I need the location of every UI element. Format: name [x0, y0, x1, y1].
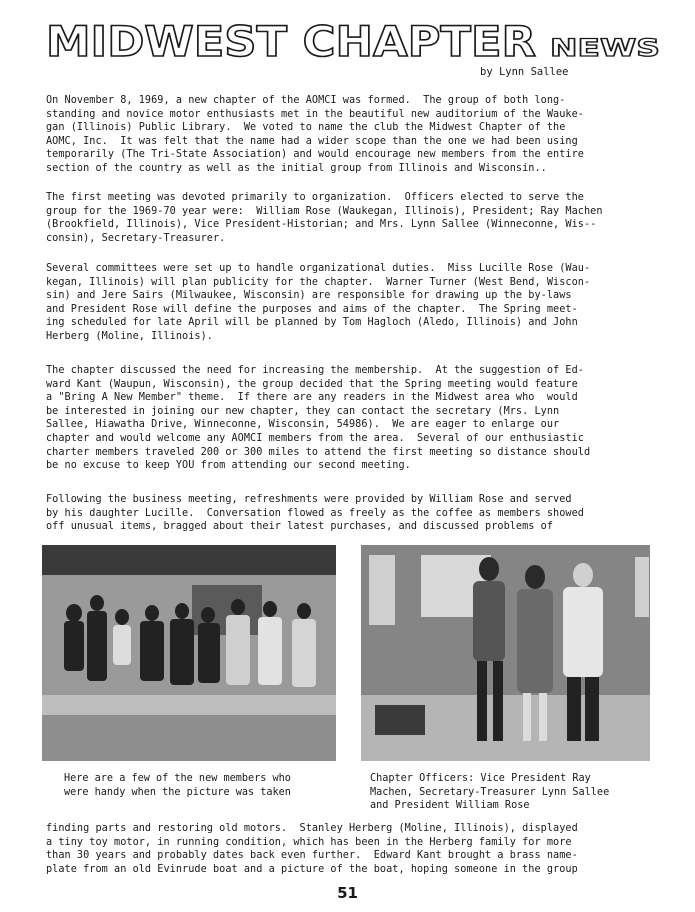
- paragraph: On November 8, 1969, a new chapter of the AOMCI was formed. The group of both long- standing and novice motor enthusiasts met in the beautiful new auditorium of the Wauke- gan (Illinois) Public Library. We voted to name the club the Midwest Chapter of the AOMC, Inc. It was felt that the name had a wider scope than the one we had been using temporarily (The Tri-State Association) and would encourage new members from the entire section of the country as well as the initial group from Illinois and Wisconsin..: [46, 95, 584, 174]
- paragraph: The chapter discussed the need for increasing the membership. At the suggestion of Ed- ward Kant (Waupun, Wisconsin), the group decided that the Spring meeting would feature a "Bring A New Member" theme. If there are any readers in the Midwest area who would be interested in joining our new chapter, they can contact the secretary (Mrs. Lynn Sallee, Hiawatha Drive, Winneconne, Wisconsin, 54986). We are eager to enlarge our chapter and would welcome any AOMCI members from the area. Several of our enthusiastic charter members traveled 200 or 300 miles to attend the first meeting so distance should be no excuse to keep YOU from attending our second meeting.: [46, 365, 591, 472]
- masthead-subtitle: NEWS: [550, 34, 660, 62]
- paragraph: The first meeting was devoted primarily to organization. Officers elected to serve the group for the 1969-70 year were: William Rose (Waukegan, Illinois), President; Ray Machen (Brookfield, Illinois), Vice President-Historian; and Mrs. Lynn Sallee (Winneconne, Wis-- consin), Secretary-Treasurer.: [46, 192, 603, 244]
- masthead-title-graphic: [44, 12, 664, 68]
- officers-photo-image: [361, 545, 650, 761]
- masthead-title: MIDWEST CHAPTER: [46, 17, 536, 66]
- group-photo: [42, 545, 336, 761]
- paragraph: Following the business meeting, refreshments were provided by William Rose and served by his daughter Lucille. Conversation flowed as freely as the coffee as members showed off unusual items, bragged about their latest purchases, and discussed problems of: [46, 494, 584, 533]
- page-number: 51: [337, 884, 358, 902]
- officers-photo-caption: Chapter Officers: Vice President Ray Machen, Secretary-Treasurer Lynn Sallee and President William Rose: [370, 773, 610, 812]
- paragraph: finding parts and restoring old motors. Stanley Herberg (Moline, Illinois), displayed a tiny toy motor, in running condition, which has been in the Herberg family for more than 30 years and probably dates back even further. Edward Kant brought a brass name- plate from an old Evinrude boat and a picture of the boat, hoping someone in the group: [46, 823, 578, 875]
- group-photo-caption: Here are a few of the new members who were handy when the picture was taken: [64, 773, 291, 798]
- officers-photo: [361, 545, 650, 761]
- byline: by Lynn Sallee: [480, 66, 569, 78]
- paragraph: Several committees were set up to handle organizational duties. Miss Lucille Rose (Wau- kegan, Illinois) will plan publicity for the chapter. Warner Turner (West Bend, Wiscon- sin) and Jere Sairs (Milwaukee, Wisconsin) are responsible for drawing up the by-laws and President Rose will define the purposes and aims of the chapter. The Spring meet- ing scheduled for late April will be planned by Tom Hagloch (Aledo, Illinois) and John Herberg (Moline, Illinois).: [46, 263, 591, 342]
- group-photo-image: [42, 545, 336, 761]
- masthead: [44, 12, 664, 68]
